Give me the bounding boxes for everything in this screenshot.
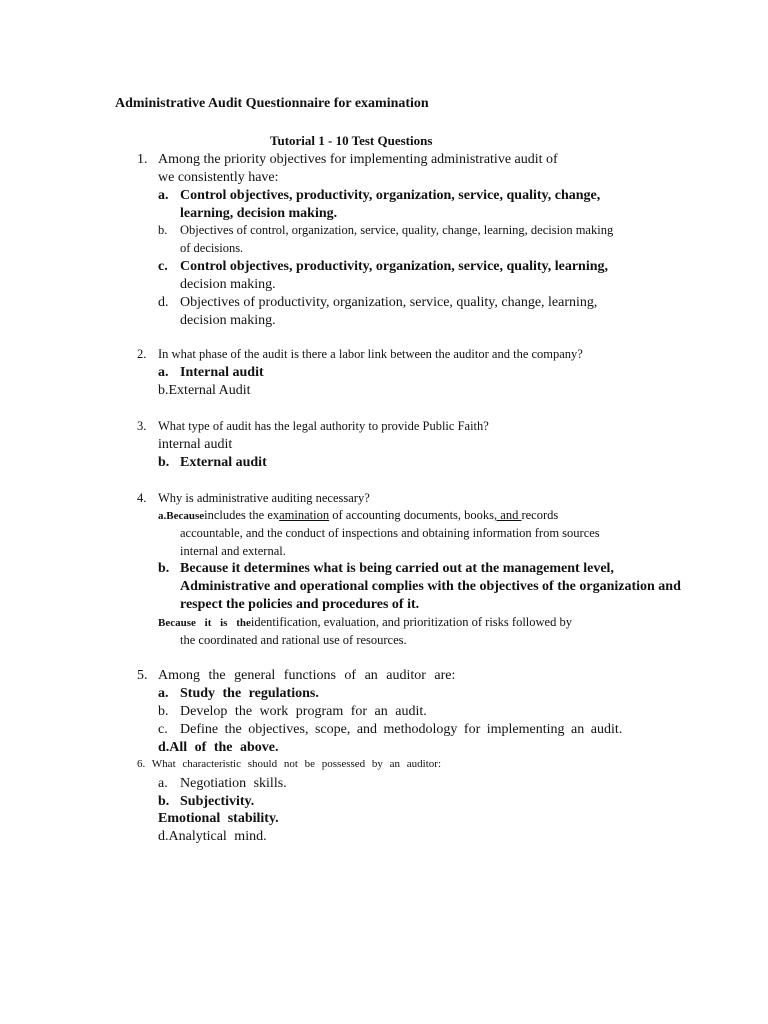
question-2: 2. In what phase of the audit is there a labor link between the auditor and the company? xyxy=(137,347,583,361)
question-1 xyxy=(137,151,623,168)
q4-option-b-continued: Administrative and operational complies with the objectives of the organization and xyxy=(180,579,681,594)
question-5: 5. Among the general functions of an auditor are: xyxy=(137,668,456,683)
q4-option-b-continued-2: respect the policies and procedures of it. xyxy=(180,597,420,612)
question-4: 4. Why is administrative auditing necessary? xyxy=(137,491,370,505)
q1-option-c-continued: decision making. xyxy=(180,277,276,292)
q6-option-d: d.Analytical mind. xyxy=(158,829,267,844)
question-text: Among the general functions of an auditor are: xyxy=(158,668,456,683)
document-title: Administrative Audit Questionnaire for examination xyxy=(115,96,429,111)
question-text: In what phase of the audit is there a labor link between the auditor and the company? xyxy=(158,347,583,361)
q1-option-d: d. Objectives of productivity, organization, service, quality, change, learning, xyxy=(158,295,598,310)
q1-option-b: b. Objectives of control, organization, service, quality, change, learning, decision making xyxy=(158,223,614,237)
q3-option-a: internal audit xyxy=(158,437,233,452)
q1-option-c: c. Control objectives, productivity, organization, service, quality, learning, xyxy=(158,259,609,274)
q1-option-a: a. Control objectives, productivity, organization, service, quality, change, xyxy=(158,188,601,203)
q6-option-c: Emotional stability. xyxy=(158,811,279,826)
q5-option-b: b. Develop the work program for an audit. xyxy=(158,704,427,719)
q2-option-a: a. Internal audit xyxy=(158,365,264,380)
question-text: Why is administrative auditing necessary? xyxy=(158,491,370,505)
question-text: Among the priority objectives for implementing administrative audit of xyxy=(158,152,558,167)
q4-option-a-continued-2: internal and external. xyxy=(180,544,286,558)
question-1-continued: we consistently have: xyxy=(158,170,279,185)
q1-option-a-continued: learning, decision making. xyxy=(180,206,338,221)
q1-option-b-continued: of decisions. xyxy=(180,241,244,255)
q5-option-c: c. Define the objectives, scope, and methodology for implementing an audit. xyxy=(158,722,623,737)
q4-option-b: b. Because it determines what is being carried out at the management level, xyxy=(158,561,614,576)
q1-option-d-continued: decision making. xyxy=(180,313,276,328)
q6-option-a: a. Negotiation skills. xyxy=(158,776,287,791)
question-3: 3. What type of audit has the legal authority to provide Public Faith? xyxy=(137,419,489,433)
q4-option-c: Because it is theidentification, evaluation, and prioritization of risks followed by xyxy=(158,615,572,629)
q5-option-d: d.All of the above. xyxy=(158,740,279,755)
q4-option-a-continued: accountable, and the conduct of inspections and obtaining information from sources xyxy=(180,526,600,540)
question-number: 1. xyxy=(137,152,148,167)
q4-option-c-continued: the coordinated and rational use of resources. xyxy=(180,633,407,647)
document-subtitle: Tutorial 1 - 10 Test Questions xyxy=(270,133,433,148)
q6-option-b: b. Subjectivity. xyxy=(158,794,255,809)
q4-option-a: a.Becauseincludes the examination of accounting documents, books, and records xyxy=(158,508,559,522)
q3-option-b: b. External audit xyxy=(158,455,267,470)
q5-option-a: a. Study the regulations. xyxy=(158,686,319,701)
q2-option-b: b.External Audit xyxy=(158,383,251,398)
question-6: 6. What characteristic should not be possessed by an auditor: xyxy=(137,758,442,770)
question-text: What type of audit has the legal authority to provide Public Faith? xyxy=(158,419,489,433)
